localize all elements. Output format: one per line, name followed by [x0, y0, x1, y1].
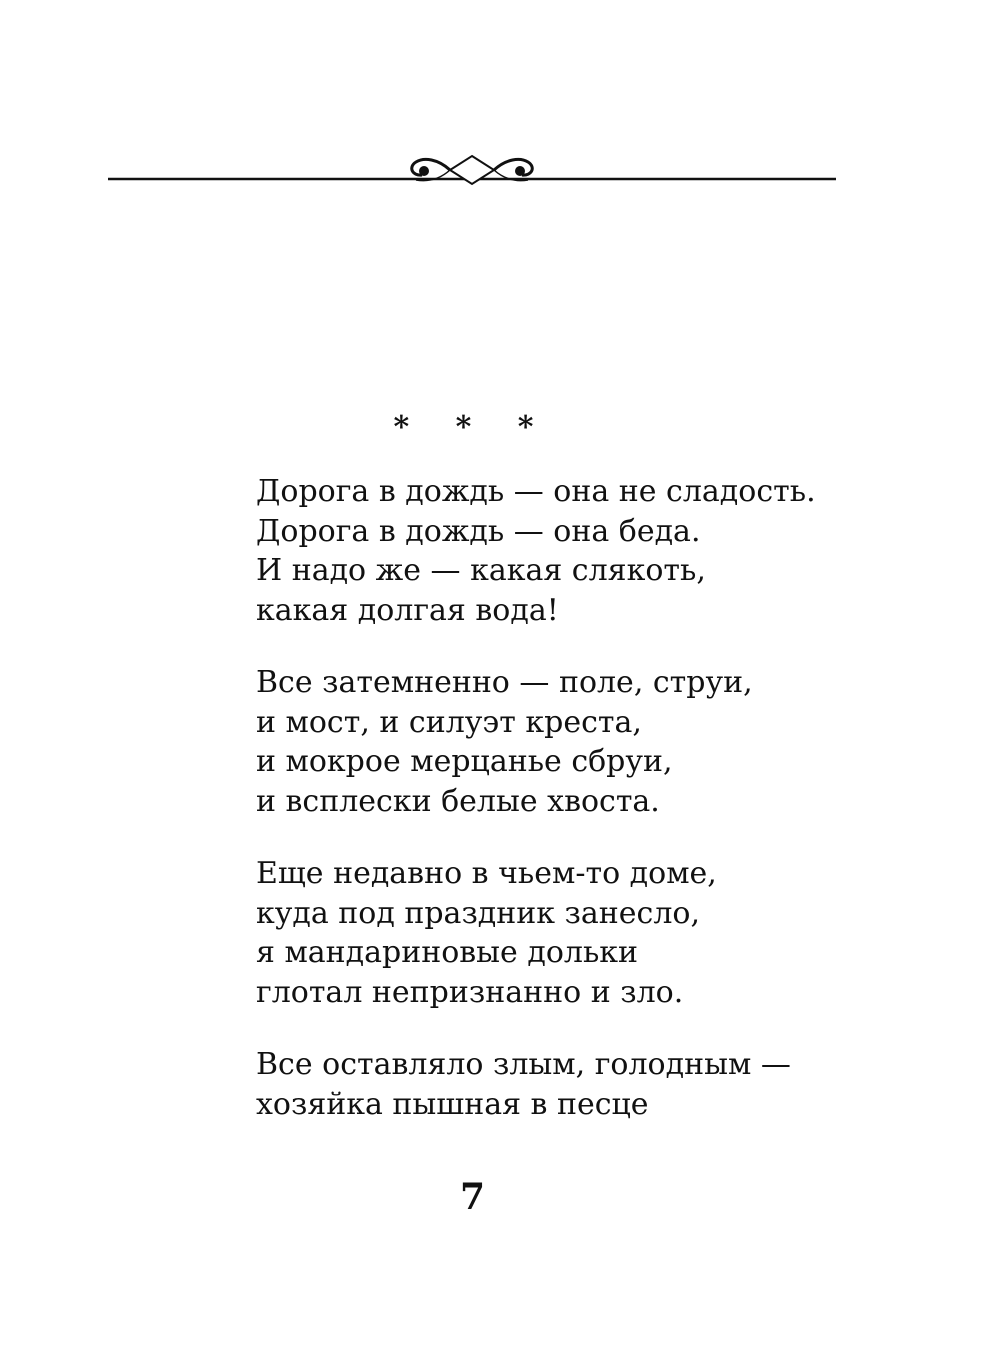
- poem-line: Все оставляло злым, голодным —: [256, 1047, 791, 1082]
- poem-line: хозяйка пышная в песце: [256, 1086, 649, 1122]
- stanza-4: [256, 1045, 956, 1124]
- poem-line: Дорога в дождь — она беда.: [256, 513, 701, 549]
- header-ornament: [108, 140, 836, 200]
- page-number: 7: [459, 1176, 486, 1218]
- ornament-dot-right: [515, 166, 525, 176]
- poem: [256, 472, 956, 1157]
- stanza-separator: * * *: [393, 410, 552, 445]
- poem-line: Дорога в дождь — она не сладость.: [256, 474, 816, 509]
- poem-line: Еще недавно в чьем-то доме,: [256, 856, 717, 891]
- poem-line: И надо же — какая слякоть,: [256, 553, 706, 588]
- stanza-1: [256, 472, 956, 630]
- poem-line: какая долгая вода!: [256, 592, 559, 628]
- poem-line: глотал непризнанно и зло.: [256, 974, 684, 1010]
- ornament-dot-left: [419, 166, 429, 176]
- ornament-scroll-left: [412, 159, 450, 175]
- poem-line: и всплески белые хвоста.: [256, 783, 660, 819]
- poem-line: я мандариновые дольки: [256, 935, 639, 970]
- ornament-scroll-right: [494, 159, 532, 175]
- poem-line: и мост, и силуэт креста,: [256, 704, 642, 740]
- poem-line: Все затемненно — поле, струи,: [256, 665, 753, 700]
- stanza-3: [256, 854, 956, 1012]
- stanza-2: [256, 663, 956, 821]
- poem-line: и мокрое мерцанье сбруи,: [256, 744, 673, 779]
- poem-line: куда под праздник занесло,: [256, 895, 701, 931]
